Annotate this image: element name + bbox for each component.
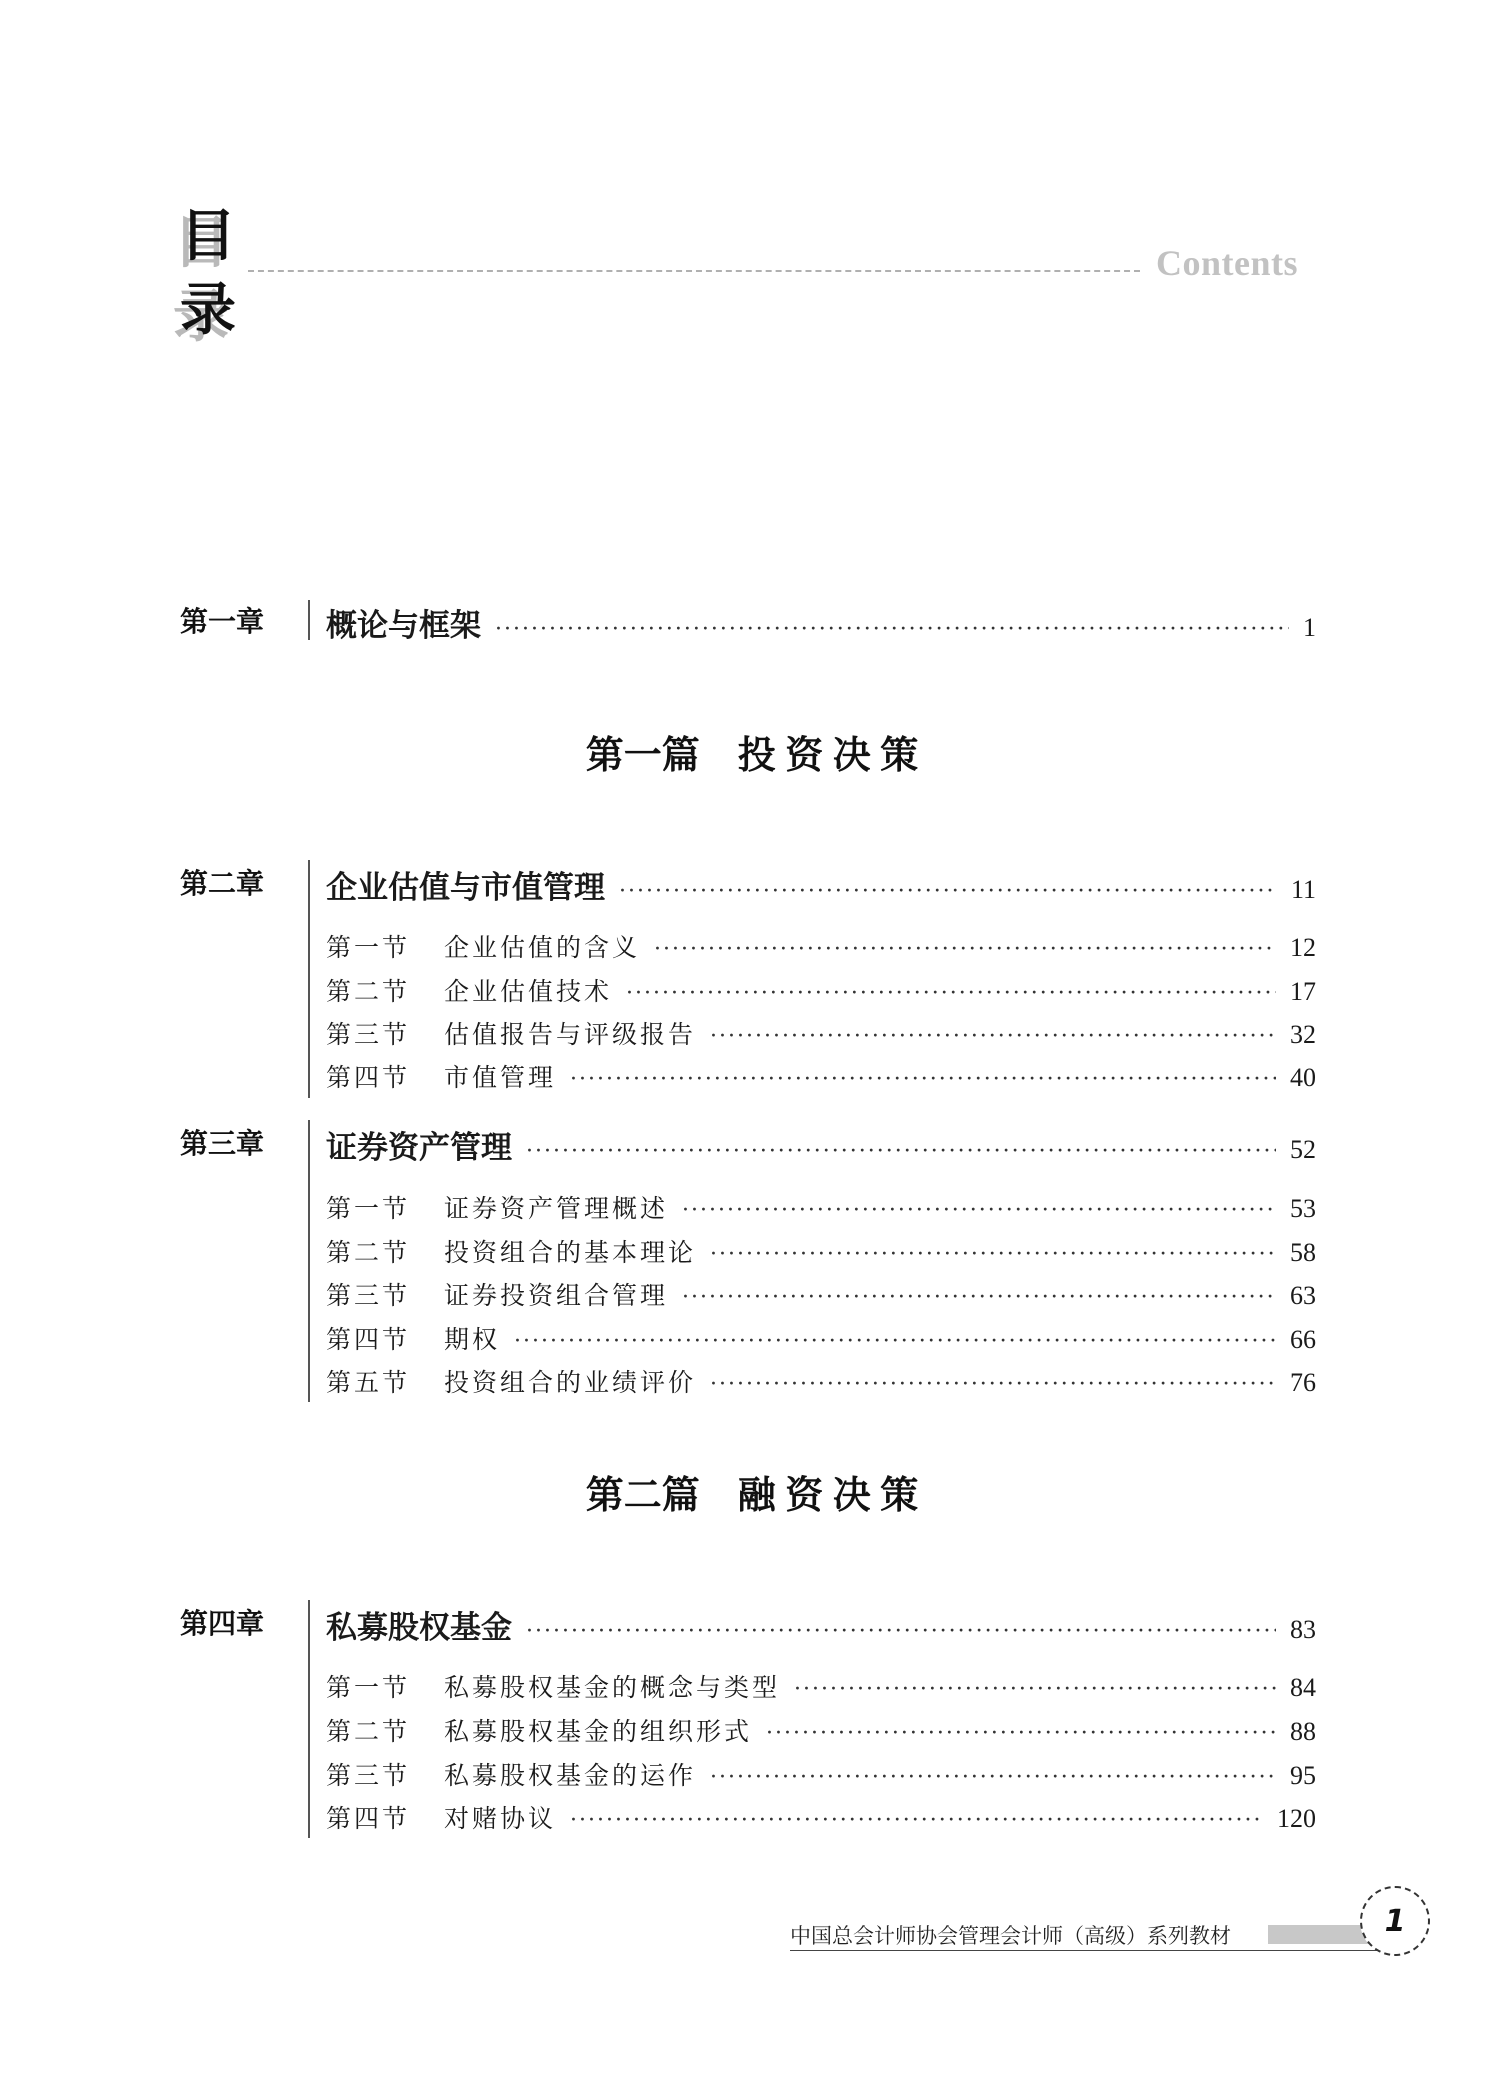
chapter-title: 证券资产管理: [326, 1130, 512, 1165]
toc-section-entry[interactable]: [326, 1189, 1316, 1225]
leader-dots: [766, 1721, 1276, 1746]
leader-dots: [570, 1067, 1276, 1092]
section-label: 第四节: [326, 1325, 411, 1354]
page-number: 83: [1290, 1615, 1316, 1644]
page-number: 95: [1290, 1761, 1316, 1790]
page-number: 53: [1290, 1194, 1316, 1223]
toc-section-entry[interactable]: [326, 1233, 1316, 1269]
part-title: 投 资 决 策: [737, 735, 919, 777]
leader-dots: [794, 1677, 1276, 1702]
section-label: 第三节: [326, 1281, 411, 1310]
section-label: 第二节: [326, 1717, 411, 1746]
toc-section-entry[interactable]: [326, 1320, 1316, 1356]
toc-chapter-entry[interactable]: [326, 1602, 1316, 1647]
leader-dots: [710, 1242, 1276, 1267]
section-title: 证券资产管理概述: [444, 1194, 669, 1223]
toc-section-entry[interactable]: [326, 928, 1316, 964]
page-number: 88: [1290, 1717, 1316, 1746]
page-number-badge: [1360, 1886, 1430, 1956]
section-label: 第四节: [326, 1063, 411, 1092]
section-label: 第三节: [326, 1761, 411, 1790]
chapter-divider: [308, 1600, 310, 1838]
leader-dots: [626, 981, 1276, 1006]
chapter-divider: [308, 600, 310, 640]
leader-dots: [710, 1765, 1276, 1790]
toc-section-entry[interactable]: [326, 1015, 1316, 1051]
section-title: 私募股权基金的运作: [444, 1761, 697, 1790]
leader-dots: [570, 1808, 1263, 1833]
toc-section-entry[interactable]: [326, 1276, 1316, 1312]
section-title: 投资组合的基本理论: [444, 1238, 697, 1267]
leader-dots: [710, 1372, 1276, 1397]
footer-series-title: 中国总会计师协会管理会计师（高级）系列教材: [790, 1924, 1231, 1948]
section-label: 第一节: [326, 1194, 411, 1223]
toc-chapter-entry[interactable]: [326, 862, 1316, 907]
section-title: 企业估值的含义: [444, 933, 641, 962]
section-title: 市值管理: [444, 1063, 557, 1092]
chapter-title: 概论与框架: [326, 608, 481, 643]
page-number: 120: [1277, 1804, 1316, 1833]
page-number: 52: [1290, 1135, 1316, 1164]
page-number: 63: [1290, 1281, 1316, 1310]
section-title: 私募股权基金的组织形式: [444, 1717, 753, 1746]
section-title: 期权: [444, 1325, 501, 1354]
toc-section-entry[interactable]: [326, 1712, 1316, 1748]
footer-page-number: 1: [1384, 1903, 1406, 1939]
section-title: 企业估值技术: [444, 977, 613, 1006]
part-label: 第二篇: [585, 1475, 700, 1517]
title-dashed-rule: [248, 270, 1140, 272]
section-label: 第一节: [326, 933, 411, 962]
leader-dots: [526, 1619, 1276, 1644]
section-title: 私募股权基金的概念与类型: [444, 1673, 781, 1702]
leader-dots: [682, 1198, 1276, 1223]
section-label: 第二节: [326, 1238, 411, 1267]
chapter-label: 第四章: [180, 1607, 265, 1640]
part-title: 融 资 决 策: [737, 1475, 919, 1517]
toc-section-entry[interactable]: [326, 972, 1316, 1008]
page-number: 66: [1290, 1325, 1316, 1354]
toc-section-entry[interactable]: [326, 1058, 1316, 1094]
page-number: 11: [1290, 875, 1316, 904]
chapter-label: 第二章: [180, 867, 265, 900]
chapter-title: 私募股权基金: [326, 1610, 512, 1645]
chapter-divider: [308, 1120, 310, 1402]
toc-section-entry[interactable]: [326, 1363, 1316, 1399]
part-heading: [0, 1464, 1504, 1519]
footer-rule: [790, 1950, 1380, 1951]
section-title: 证券投资组合管理: [444, 1281, 669, 1310]
section-label: 第一节: [326, 1673, 411, 1702]
chapter-label: 第一章: [180, 605, 265, 638]
leader-dots: [619, 879, 1277, 904]
page-number: 84: [1290, 1673, 1316, 1702]
page-number: 17: [1290, 977, 1316, 1006]
page-number: 58: [1290, 1238, 1316, 1267]
contents-label: Contents: [1156, 243, 1299, 283]
leader-dots: [495, 617, 1289, 642]
section-title: 对赌协议: [444, 1804, 557, 1833]
section-label: 第五节: [326, 1368, 411, 1397]
section-title: 投资组合的业绩评价: [444, 1368, 697, 1397]
toc-chapter-entry[interactable]: [326, 600, 1316, 645]
toc-section-entry[interactable]: [326, 1668, 1316, 1704]
chapter-divider: [308, 860, 310, 1098]
toc-section-entry[interactable]: [326, 1756, 1316, 1792]
toc-title: [180, 200, 236, 348]
part-label: 第一篇: [585, 735, 700, 777]
leader-dots: [526, 1139, 1276, 1164]
leader-dots: [514, 1329, 1276, 1354]
toc-title-char: 录: [180, 278, 236, 343]
section-title: 估值报告与评级报告: [444, 1020, 697, 1049]
page-number: 12: [1290, 933, 1316, 962]
toc-section-entry[interactable]: [326, 1799, 1316, 1835]
page-number: 40: [1290, 1063, 1316, 1092]
chapter-label: 第三章: [180, 1127, 265, 1160]
section-label: 第三节: [326, 1020, 411, 1049]
page-number: 32: [1290, 1020, 1316, 1049]
part-heading: [0, 724, 1504, 779]
leader-dots: [654, 937, 1276, 962]
chapter-title: 企业估值与市值管理: [326, 870, 605, 905]
page-number: 1: [1303, 613, 1316, 642]
section-label: 第四节: [326, 1804, 411, 1833]
page-number: 76: [1290, 1368, 1316, 1397]
toc-chapter-entry[interactable]: [326, 1122, 1316, 1167]
toc-title-char: 目: [180, 204, 236, 269]
section-label: 第二节: [326, 977, 411, 1006]
leader-dots: [682, 1285, 1276, 1310]
leader-dots: [710, 1024, 1276, 1049]
